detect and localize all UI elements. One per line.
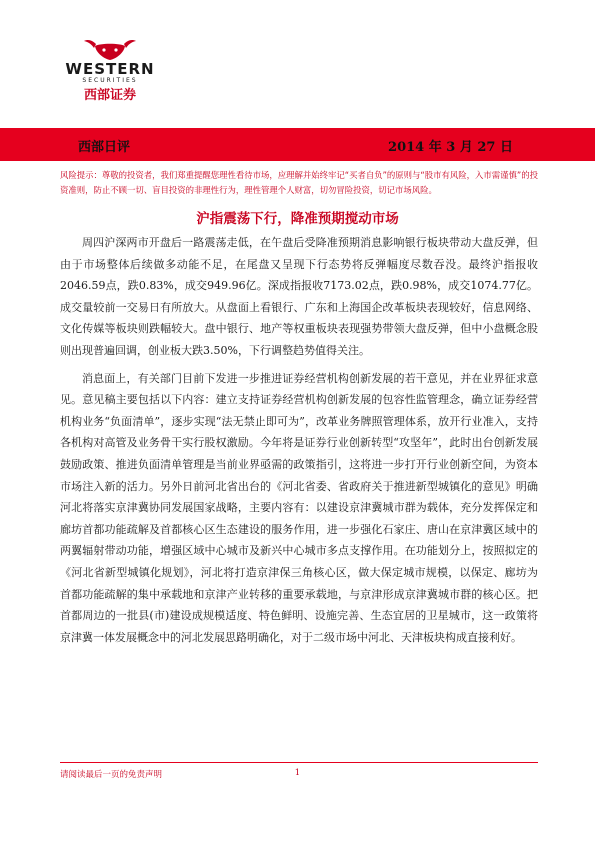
- page-number: 1: [294, 768, 301, 778]
- bull-head-icon: [62, 38, 158, 62]
- article-headline: 沪指震荡下行，降准预期搅动市场: [196, 211, 399, 227]
- brand-sub-en: SECURITIES: [82, 77, 138, 84]
- market-summary-paragraph: 周四沪深两市开盘后一路震荡走低，在午盘后受降准预期消息影响银行板块带动大盘反弹，但由于市场整体后续做多动能不足，在尾盘又呈现下行态势将反弹幅度尽数吞没。最终沪指报收2046.59点，跌0.83%，成交949.96亿。深成指报收7173.02点，跌0.98%，成交1074.77亿。成交量较前一交易日有所放大。从盘面上看银行、广东和上海国企改革板块表现较好，信息网络、文化传媒等板块则跌幅较大。盘中银行、地产等权重板块表现强势带领大盘反弹，但中小盘概念股则出现普遍回调，创业板大跌3.50%，下行调整趋势值得关注。: [60, 236, 538, 357]
- report-date: 2014 年 3 月 27 日: [388, 140, 513, 155]
- brand-logo: [62, 38, 158, 103]
- brand-name-en: WESTERN: [65, 60, 155, 78]
- brand-name-cn: 西部证券: [83, 88, 136, 103]
- report-type: 西部日评: [78, 140, 131, 155]
- article-body: [60, 232, 538, 654]
- footer-divider: [60, 762, 538, 763]
- report-banner: [0, 128, 595, 161]
- news-paragraph: 消息面上，有关部门目前下发进一步推进证券经营机构创新发展的若干意见，并在业界征求意见。意见稿主要包括以下内容：建立支持证券经营机构创新发展的包容性监管理念，确立证券经营机构业务“负面清单”，逐步实现“法无禁止即可为”，改革业务牌照管理体系，放开行业准入，支持各机构对高管及业务骨干实行股权激励。今年将是证券行业创新转型“攻坚年”，此时出台创新发展鼓励政策、推进负面清单管理是当前业界亟需的政策指引，这将进一步打开行业创新空间，为资本市场注入新的活力。另外日前河北省出台的《河北省委、省政府关于推进新型城镇化的意见》明确河北将落实京津冀协同发展国家战略，主要内容有：以建设京津冀城市群为载体，充分发挥保定和廊坊首都功能疏解及首都核心区生态建设的服务作用，进一步强化石家庄、唐山在京津冀区域中的两翼辐射带动功能，增强区域中心城市及新兴中心城市多点支撑作用。在功能划分上，按照拟定的《河北省新型城镇化规划》，河北将打造京津保三角核心区，做大保定城市规模，以保定、廊坊为首都功能疏解的集中承载地和京津产业转移的重要承载地，与京津形成京津冀城市群的核心区。把首都周边的一批县(市)建设成规模适度、特色鲜明、设施完善、生态宜居的卫星城市，这一政策将京津冀一体发展概念中的河北发展思路明确化，对于二级市场中河北、天津板块构成直接利好。: [60, 371, 538, 644]
- risk-notice: 风险提示：尊敬的投资者，我们郑重提醒您理性看待市场，应理解并始终牢记“买者自负”的原则与“股市有风险，入市需谨慎”的投资准则，防止不顾一切、盲目投资的非理性行为，理性管理个人财富，切勿冒险投资，切记市场风险。: [60, 170, 538, 195]
- footer-disclaimer-link[interactable]: 请阅读最后一页的免责声明: [60, 770, 163, 780]
